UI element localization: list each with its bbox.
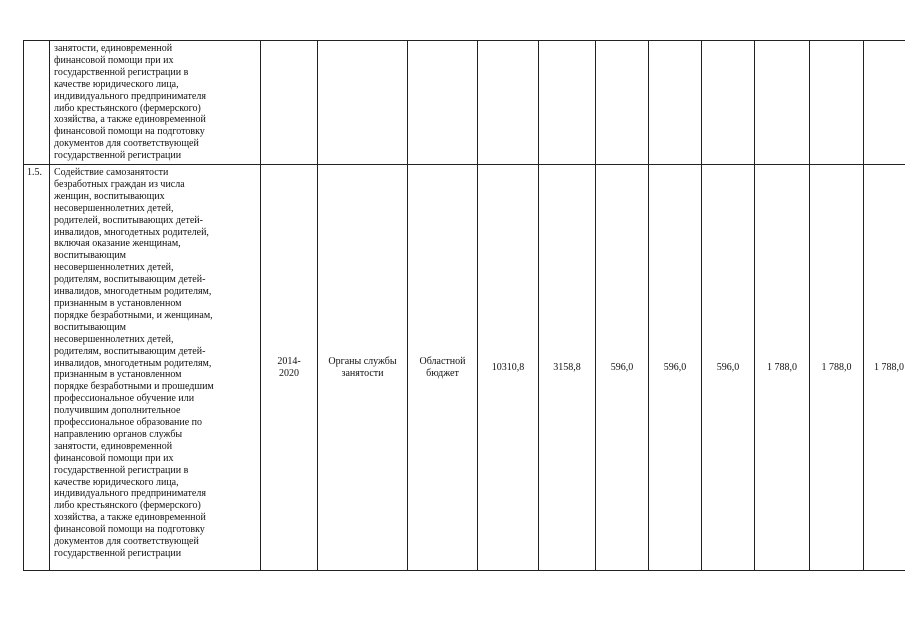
description-line: качестве юридического лица, [54, 78, 179, 90]
period-cell [261, 41, 318, 165]
description-line: Содействие самозанятости [54, 167, 169, 178]
year-amount-cell [755, 41, 810, 165]
description-line: инвалидов, многодетным родителям, [54, 286, 212, 298]
program-table [23, 40, 905, 571]
description-line: признанным в установленном [54, 369, 182, 381]
description-line: государственной регистрации [54, 150, 182, 162]
year-amount-cell [649, 41, 702, 165]
description-line: профессиональное обучение или [54, 393, 195, 405]
description-line: признанным в установленном [54, 297, 182, 309]
period-line: 2020 [279, 367, 299, 379]
description-line: финансовой помощи на подготовку [54, 524, 205, 536]
description-line: родителям, воспитывающим детей- [54, 345, 206, 357]
description-line: порядке безработными, и женщинам, [54, 309, 213, 321]
description-line: финансовой помощи на подготовку [54, 126, 205, 138]
description-line: качестве юридического лица, [54, 476, 179, 488]
description-line: документов для соответствующей [54, 138, 199, 150]
description-line: несовершеннолетних детей, [54, 202, 174, 214]
executor-cell [318, 41, 408, 165]
description-line: родителей, воспитывающих детей- [54, 214, 203, 226]
description-line: направлению органов службы [54, 428, 183, 440]
table-row [24, 165, 905, 571]
year-amount-cell: 1 788,0 [810, 165, 864, 571]
year-amount-cell: 596,0 [596, 165, 649, 571]
activity-description-cell [50, 41, 261, 165]
description-line: занятости, единовременной [54, 43, 173, 54]
description-line: несовершеннолетних детей, [54, 262, 174, 274]
period-cell [261, 165, 318, 571]
description-line: государственной регистрации в [54, 464, 189, 476]
description-line: индивидуального предпринимателя [54, 488, 206, 500]
description-line: инвалидов, многодетным родителям, [54, 357, 212, 369]
description-line: безработных граждан из числа [54, 178, 185, 190]
row-index-cell: 1.5. [24, 165, 50, 571]
description-line: порядке безработными и прошедшим [54, 381, 214, 393]
executor-cell [318, 165, 408, 571]
description-line: финансовой помощи при их [54, 54, 174, 66]
description-line: либо крестьянского (фермерского) [54, 102, 201, 114]
funding-source-cell [408, 165, 478, 571]
source-line: бюджет [426, 367, 459, 379]
activity-description-cell [50, 165, 261, 571]
year-amount-cell [539, 41, 596, 165]
description-line: либо крестьянского (фермерского) [54, 500, 201, 512]
description-line: документов для соответствующей [54, 536, 199, 548]
description-line: хозяйства, а также единовременной [54, 114, 206, 126]
year-amount-cell [864, 41, 905, 165]
description-line: инвалидов, многодетных родителей, [54, 226, 209, 238]
description-line: несовершеннолетних детей, [54, 333, 174, 345]
description-line: занятости, единовременной [54, 440, 173, 452]
description-line: женщин, воспитывающих [54, 190, 165, 202]
executor-line: занятости [341, 367, 384, 379]
description-line: включая оказание женщинам, [54, 238, 181, 250]
description-line: воспитывающим [54, 250, 127, 262]
description-line: профессиональное образование по [54, 417, 203, 429]
funding-source-cell [408, 41, 478, 165]
total-amount-cell [478, 41, 539, 165]
description-line: государственной регистрации в [54, 66, 189, 78]
description-line: хозяйства, а также единовременной [54, 512, 206, 524]
source-line: Областной [419, 355, 466, 367]
description-line: индивидуального предпринимателя [54, 90, 206, 102]
year-amount-cell [596, 41, 649, 165]
table-row [24, 41, 905, 165]
year-amount-cell: 1 788,0 [755, 165, 810, 571]
year-amount-cell: 1 788,0 [864, 165, 905, 571]
year-amount-cell: 3158,8 [539, 165, 596, 571]
year-amount-cell: 596,0 [702, 165, 755, 571]
year-amount-cell [810, 41, 864, 165]
executor-line: Органы службы [328, 355, 397, 367]
row-index-cell [24, 41, 50, 165]
description-line: финансовой помощи при их [54, 452, 174, 464]
total-amount-cell: 10310,8 [478, 165, 539, 571]
period-line: 2014- [277, 355, 301, 367]
description-line: государственной регистрации [54, 548, 182, 559]
year-amount-cell: 596,0 [649, 165, 702, 571]
year-amount-cell [702, 41, 755, 165]
description-line: получившим дополнительное [54, 405, 181, 417]
description-line: родителям, воспитывающим детей- [54, 274, 206, 286]
description-line: воспитывающим [54, 321, 127, 333]
